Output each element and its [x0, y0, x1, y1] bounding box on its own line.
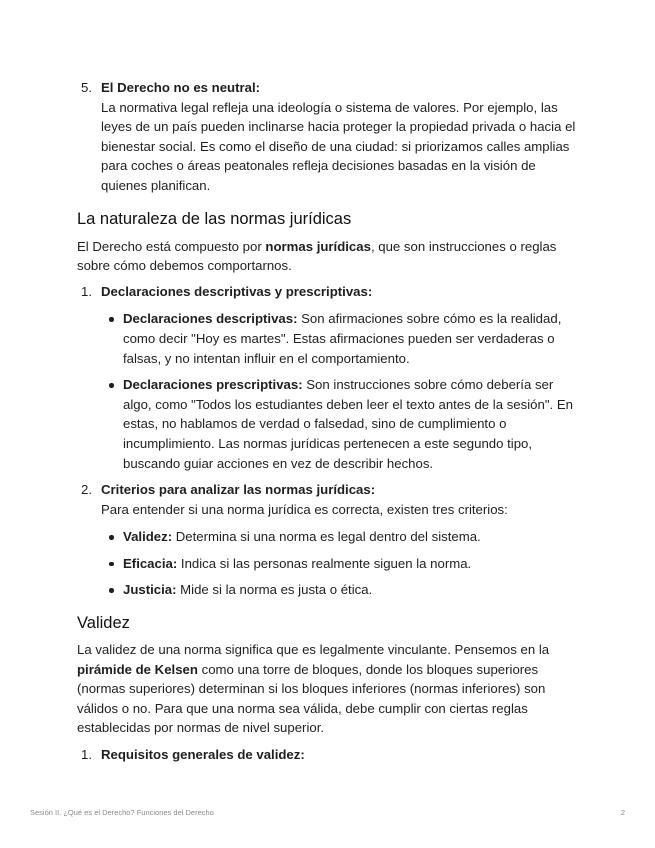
- section-heading-validez: Validez: [77, 614, 130, 633]
- bullet-bold: Validez:: [123, 529, 173, 545]
- bullet-text: Mide si la norma es justa o ética.: [176, 582, 373, 598]
- bullet-list-criterios: [77, 527, 582, 600]
- criteria-list: [77, 282, 582, 302]
- paragraph-bold: pirámide de Kelsen: [77, 661, 198, 677]
- list-item-5: [77, 78, 582, 196]
- list-number: 5.: [81, 80, 92, 95]
- bullet-item: [77, 554, 582, 574]
- bullet-text: Indica si las personas realmente siguen la norma.: [177, 555, 472, 571]
- list-item-title: Declaraciones descriptivas y prescriptivas:: [101, 283, 373, 299]
- intro-bold: normas jurídicas: [265, 238, 371, 254]
- bullet-list-declaraciones: [77, 309, 582, 473]
- list-item-text: La normativa legal refleja una ideología o sistema de valores. Por ejemplo, las leyes de un país pueden inclinarse hacia proteger la propiedad privada o hacia el bienestar social. Es como el diseño de una ciudad: si priorizamos calles amplias para coches o áreas peatonales refleja decisiones basadas en la visión de quienes planifican.: [101, 99, 576, 193]
- intro-text-end: , que son instrucciones o reglas sobre cómo debemos comportarnos.: [77, 238, 557, 274]
- bullet-text: Determina si una norma es legal dentro del sistema.: [172, 529, 481, 545]
- footer-title: Sesión II. ¿Qué es el Derecho? Funciones del Derecho: [30, 808, 214, 817]
- list-item-2: [77, 480, 582, 519]
- list-item-1: [77, 745, 582, 765]
- intro-text: El Derecho está compuesto por: [77, 238, 266, 254]
- bullet-text: Son afirmaciones sobre cómo es la realidad, como decir "Hoy es martes". Estas afirmaciones pueden ser verdaderas o falsas, y no intentan influir en el comportamiento.: [123, 311, 562, 366]
- list-number: 1.: [81, 747, 92, 763]
- section-heading-naturaleza: La naturaleza de las normas jurídicas: [77, 209, 352, 228]
- list-continued: [77, 78, 582, 196]
- bullet-text: Son instrucciones sobre cómo debería ser algo, como "Todos los estudiantes deben leer el texto antes de la sesión". En estas, no hablamos de verdad o falsedad, sino de cumplimiento o incumplimiento. Las normas jurídicas pertenecen a este segundo tipo, buscando guiar acciones en vez de describir hechos.: [123, 377, 573, 471]
- paragraph-text-end: como una torre de bloques, donde los bloques superiores (normas superiores) determinan si los bloques inferiores (normas inferiores) son válidos o no. Para que una norma sea válida, debe cumplir con ciertas reglas establecidas por normas de nivel superior.: [77, 661, 546, 736]
- list-item-text: Para entender si una norma jurídica es correcta, existen tres criterios:: [101, 501, 508, 517]
- bullet-bold: Eficacia:: [123, 555, 178, 571]
- list-item-title: Criterios para analizar las normas jurídicas:: [101, 482, 376, 498]
- list-item-1: [77, 282, 582, 302]
- bullet-item: [77, 527, 582, 547]
- bullet-bold: Justicia:: [123, 582, 177, 598]
- section-intro: [77, 237, 582, 276]
- page-content: [77, 78, 582, 765]
- paragraph-text: La validez de una norma significa que es legalmente vinculante. Pensemos en la: [77, 642, 550, 658]
- list-number: 2.: [81, 482, 92, 498]
- criteria-list-2: [77, 480, 582, 519]
- list-item-title: El Derecho no es neutral:: [101, 80, 261, 95]
- page-number: 2: [620, 808, 625, 817]
- list-item-title: Requisitos generales de validez:: [101, 747, 305, 763]
- bullet-item: [77, 580, 582, 600]
- bullet-bold: Declaraciones descriptivas:: [123, 311, 298, 327]
- bullet-bold: Declaraciones prescriptivas:: [123, 377, 303, 393]
- validez-paragraph: [77, 640, 582, 738]
- list-number: 1.: [81, 283, 92, 299]
- bullet-item: [77, 309, 582, 368]
- bullet-item: [77, 375, 582, 473]
- requisitos-list: [77, 745, 582, 765]
